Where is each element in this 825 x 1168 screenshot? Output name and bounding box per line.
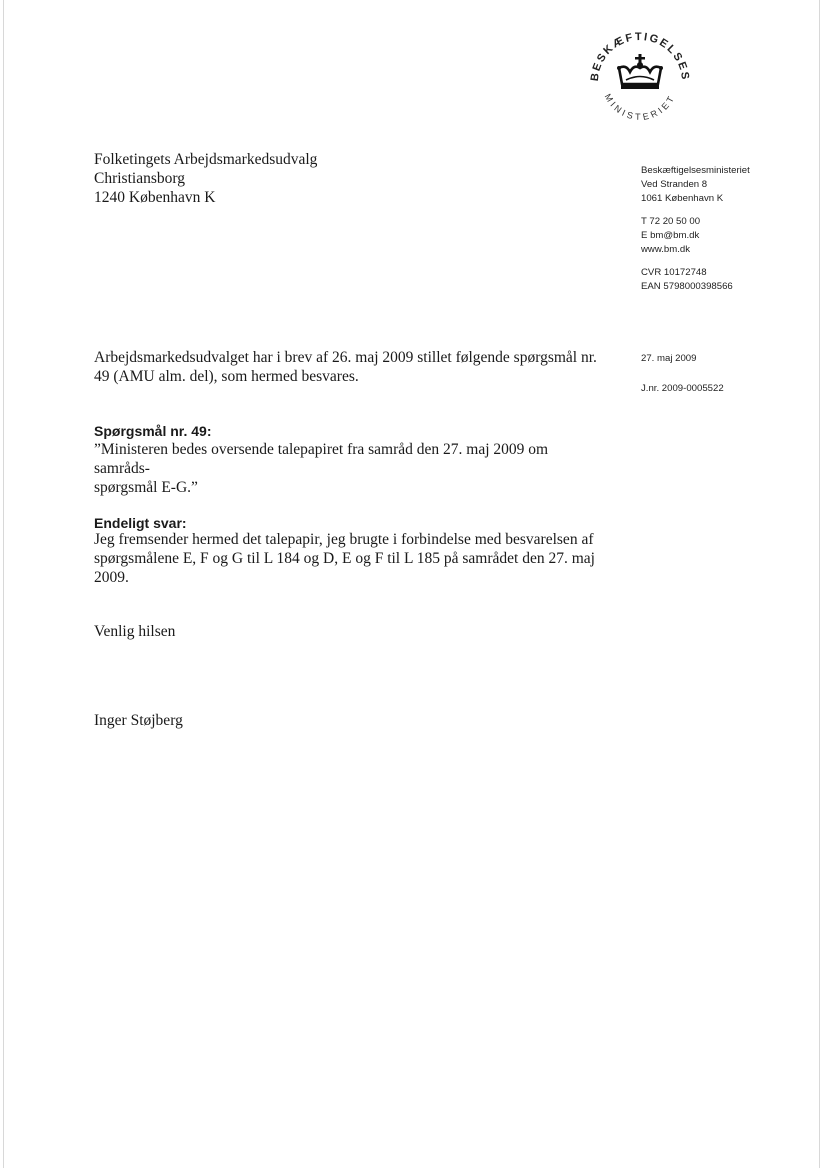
ministry-seal-logo <box>582 18 698 134</box>
svg-text:MINISTERIET <box>603 92 678 122</box>
sender-email: E bm@bm.dk <box>641 230 700 241</box>
crown-icon <box>617 54 663 89</box>
question-text <box>94 440 604 497</box>
journal-number: J.nr. 2009-0005522 <box>641 383 724 394</box>
scan-edge-right <box>819 0 820 1168</box>
sender-phone: T 72 20 50 00 <box>641 216 701 227</box>
intro-paragraph <box>94 348 604 386</box>
sender-city: 1061 København K <box>641 193 724 204</box>
intro-line: 49 (AMU alm. del), som hermed besvares. <box>94 368 359 385</box>
letter-meta <box>641 352 724 396</box>
question-line: ”Ministeren bedes oversende talepapiret fra samråd den 27. maj 2009 om samråds- <box>94 441 549 477</box>
letter-date: 27. maj 2009 <box>641 353 697 364</box>
answer-line: Jeg fremsender hermed det talepapir, jeg brugte i forbindelse med besvarelsen af <box>94 531 594 548</box>
sender-contact-block <box>641 164 750 294</box>
sender-name: Beskæftigelsesministeriet <box>641 165 750 176</box>
scan-edge-left <box>3 0 4 1168</box>
recipient-address <box>94 150 317 207</box>
sender-ean: EAN 5798000398566 <box>641 281 733 292</box>
answer-text <box>94 530 604 587</box>
recipient-line: Christiansborg <box>94 170 185 187</box>
sender-web: www.bm.dk <box>641 244 691 255</box>
answer-line: spørgsmålene E, F og G til L 184 og D, E og F til L 185 på samrådet den 27. maj <box>94 550 595 567</box>
question-heading: Spørgsmål nr. 49: <box>94 423 212 439</box>
question-line: spørgsmål E-G.” <box>94 479 198 496</box>
signature-name: Inger Støjberg <box>94 712 183 729</box>
sender-cvr: CVR 10172748 <box>641 267 707 278</box>
answer-heading: Endeligt svar: <box>94 515 187 531</box>
recipient-line: Folketingets Arbejdsmarkedsudvalg <box>94 151 318 168</box>
sender-street: Ved Stranden 8 <box>641 179 708 190</box>
intro-line: Arbejdsmarkedsudvalget har i brev af 26. maj 2009 stillet følgende spørgsmål nr. <box>94 349 597 366</box>
seal-bottom-text: MINISTERIET <box>602 92 678 122</box>
seal-top-text: BESKÆFTIGELSES <box>588 30 692 82</box>
answer-line: 2009. <box>94 569 129 586</box>
closing-greeting: Venlig hilsen <box>94 623 176 640</box>
recipient-line: 1240 København K <box>94 189 216 206</box>
